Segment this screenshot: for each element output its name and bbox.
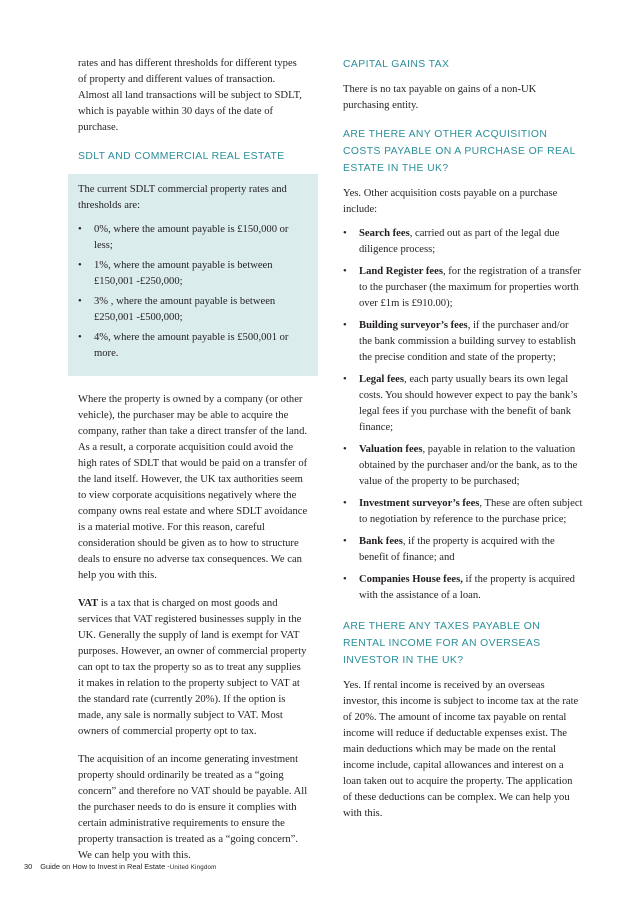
list-item: • Building surveyor’s fees, if the purchaser and/or the bank commission a building survey to establish the precise condition and state of the property; (343, 320, 576, 363)
rental-income-paragraph: Yes. If rental income is received by an overseas investor, this income is subject to income tax at the rate of 20%. The amount of income tax payable on rental income will reduce if deductable expenses exist. The main deductions which may be made on the rental income include, capital allowances and interest on a loan taken out to acquire the property. The application of these deductions can be complex. We can help you with this. (343, 680, 579, 819)
left-column (78, 56, 308, 876)
sdlt-rates-list (78, 222, 308, 362)
cgt-paragraph: There is no tax payable on gains of a non-UK purchasing entity. (343, 84, 537, 111)
list-item: • 1%, where the amount payable is between £150,001 -£250,000; (78, 260, 273, 287)
bullet-icon: • (343, 498, 347, 509)
sdlt-box-intro: The current SDLT commercial property rates and thresholds are: (78, 184, 287, 211)
list-item: • Land Register fees, for the registration of a transfer to the purchaser (the maximum for properties worth over £1m is £910.00); (343, 266, 581, 309)
vat-term: VAT (78, 598, 99, 609)
vat-paragraph: VAT is a tax that is charged on most goods and services that VAT registered businesses supply in the UK. Generally the supply of land is exempt for VAT purposes. However, an owner of commercial property can opt to tax the property so as to treat any supplies it makes in relation to the property subject to VAT at the standard rate (currently 20%). If the option is made, any sale is normally subject to VAT. Most owners of commercial property opt to tax. (78, 598, 307, 737)
sdlt-rates-box (68, 174, 318, 376)
footer-title: Guide on How to Invest in Real Estate - (40, 862, 170, 871)
bullet-icon: • (78, 296, 82, 307)
list-item: • Investment surveyor’s fees, These are often subject to negotiation by reference to the purchase price; (343, 498, 583, 525)
company-acquisition-paragraph: Where the property is owned by a company (or other vehicle), the purchaser may be able to acquire the company, rather than take a direct transfer of the land. As a result, a corporate acquisition could avoid the high rates of SDLT that would be paid on a transfer of the land itself. However, the UK tax authorities seem to view corporate acquisitions negatively where the company owns real estate and where SDLT avoidance is a material motive. For this reason, careful consideration should be given as to how to structure deals to ensure no adverse tax consequences. We can help you with this. (78, 394, 308, 581)
list-item: • Companies House fees, if the property is acquired with the assistance of a loan. (343, 574, 575, 601)
list-item: • Legal fees, each party usually bears its own legal costs. You should however expect to pay the bank’s legal fees if you purchase with the benefit of bank finance; (343, 374, 578, 433)
bullet-icon: • (343, 374, 347, 385)
bullet-icon: • (343, 444, 347, 455)
acquisition-costs-intro: Yes. Other acquisition costs payable on a purchase include: (343, 188, 558, 215)
bullet-icon: • (343, 320, 347, 331)
acquisition-costs-heading: ARE THERE ANY OTHER ACQUISITION COSTS PAYABLE ON A PURCHASE OF REAL ESTATE IN THE UK? (343, 129, 576, 174)
right-column (343, 56, 583, 834)
bullet-icon: • (343, 536, 347, 547)
bullet-icon: • (78, 260, 82, 271)
bullet-icon: • (343, 228, 347, 239)
bullet-icon: • (343, 574, 347, 585)
bullet-icon: • (78, 332, 82, 343)
rental-income-heading: ARE THERE ANY TAXES PAYABLE ON RENTAL INCOME FOR AN OVERSEAS INVESTOR IN THE UK? (343, 621, 541, 666)
intro-paragraph: rates and has different thresholds for different types of property and different values of transaction. Almost all land transactions will be subject to SDLT, which is payable within 30 days of the date of purchase. (78, 58, 302, 133)
list-item: • 4%, where the amount payable is £500,001 or more. (78, 332, 289, 359)
page-number: 30 (24, 862, 33, 871)
sdlt-heading: SDLT AND COMMERCIAL REAL ESTATE (78, 151, 285, 162)
page-footer (24, 862, 217, 871)
list-item: • Search fees, carried out as part of the legal due diligence process; (343, 228, 560, 255)
cgt-heading: CAPITAL GAINS TAX (343, 59, 450, 70)
list-item: • 0%, where the amount payable is £150,000 or less; (78, 224, 289, 251)
list-item: • Valuation fees, payable in relation to the valuation obtained by the purchaser and/or the bank, as to the value of the property to be purchased; (343, 444, 578, 487)
bullet-icon: • (343, 266, 347, 277)
list-item: • 3% , where the amount payable is between £250,001 -£500,000; (78, 296, 276, 323)
bullet-icon: • (78, 224, 82, 235)
list-item: • Bank fees, if the property is acquired with the benefit of finance; and (343, 536, 555, 563)
acquisition-fees-list (343, 226, 583, 604)
going-concern-paragraph: The acquisition of an income generating investment property should ordinarily be treated as a “going concern” and therefore no VAT should be payable. All the purchaser needs to do is ensure it complies with certain administrative requirements to ensure the property transaction is treated as a “going concern”. We can help you with this. (78, 754, 308, 861)
footer-country: United Kingdom (169, 864, 217, 871)
